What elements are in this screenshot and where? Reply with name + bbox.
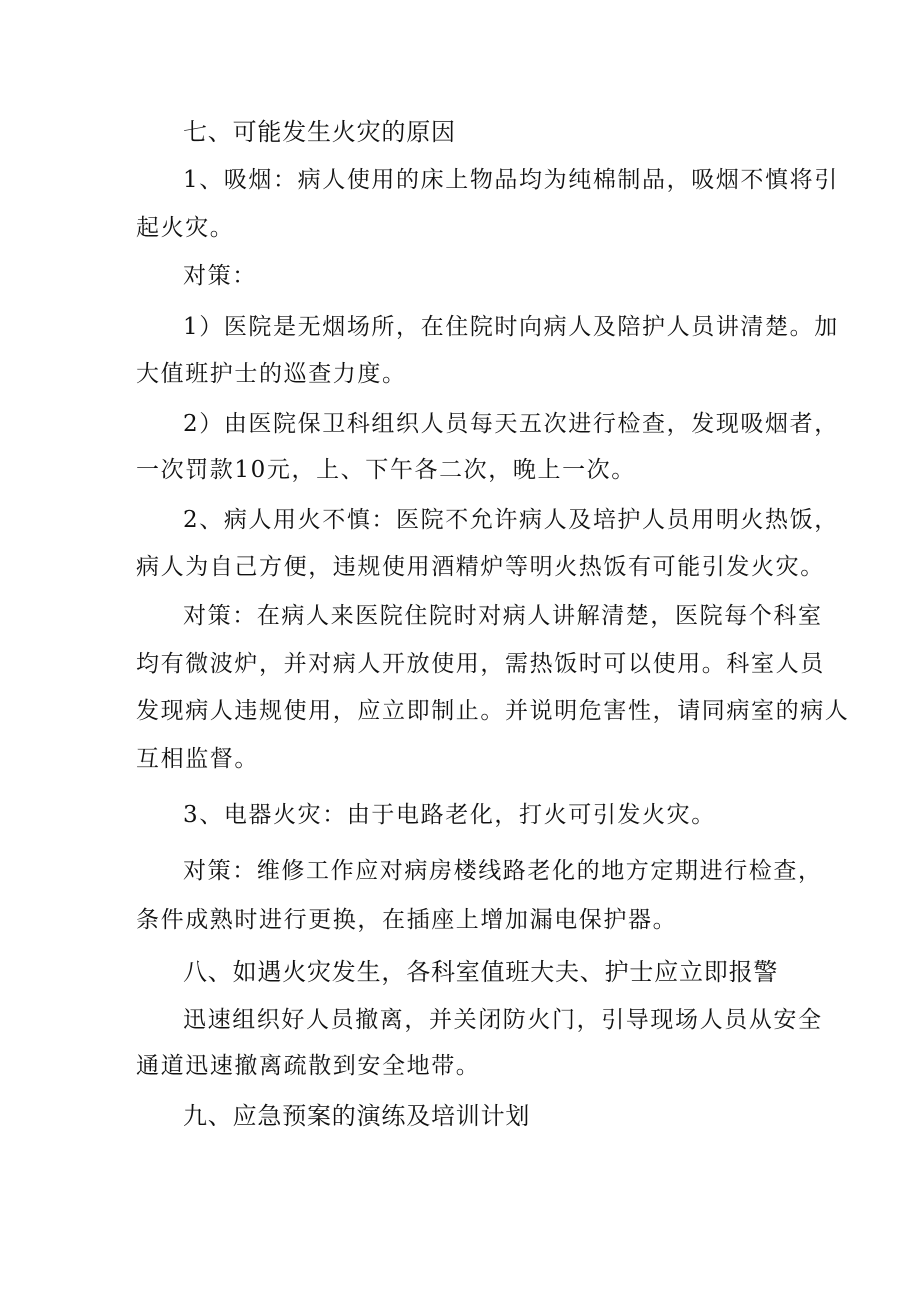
- item-3-text-line-1: 3、电器火灾：由于电路老化，打火可引发火灾。: [183, 802, 716, 828]
- measure-1-line-1: 1）医院是无烟场所，在住院时向病人及陪护人员讲清楚。加: [183, 314, 839, 340]
- measure-1-line-2: 大值班护士的巡查力度。: [136, 361, 407, 387]
- section-8-line-1: 迅速组织好人员撤离，并关闭防火门，引导现场人员从安全: [183, 1007, 823, 1033]
- section-7-heading: 七、可能发生火灾的原因: [183, 118, 456, 146]
- item-2-measures-line-2: 均有微波炉，并对病人开放使用，需热饭时可以使用。科室人员: [136, 651, 825, 677]
- measure-2-line-2: 一次罚款10元，上、下午各二次，晚上一次。: [136, 457, 636, 483]
- item-2-text-line-1: 2、病人用火不慎：医院不允许病人及培护人员用明火热饭，: [183, 507, 839, 533]
- item-3-measures-line-1: 对策：维修工作应对病房楼线路老化的地方定期进行检查，: [183, 858, 823, 884]
- item-2-measures-line-4: 互相监督。: [136, 746, 259, 772]
- item-2-measures-line-1: 对策：在病人来医院住院时对病人讲解清楚，医院每个科室: [183, 603, 823, 629]
- item-2-measures-line-3: 发现病人违规使用，应立即制止。并说明危害性，请同病室的病人: [136, 698, 850, 724]
- item-3-measures-line-2: 条件成熟时进行更换，在插座上增加漏电保护器。: [136, 907, 678, 933]
- measure-2-line-1: 2）由医院保卫科组织人员每天五次进行检查，发现吸烟者，: [183, 411, 839, 437]
- item-2-text-line-2: 病人为自己方便，违规使用酒精炉等明火热饭有可能引发火灾。: [136, 554, 825, 580]
- item-1-text-line-2: 起火灾。: [136, 215, 235, 241]
- section-8-heading: 八、如遇火灾发生，各科室值班大夫、护士应立即报警: [183, 958, 779, 986]
- item-1-text-line-1: 1、吸烟：病人使用的床上物品均为纯棉制品，吸烟不慎将引: [183, 167, 839, 193]
- section-8-line-2: 通道迅速撤离疏散到安全地带。: [136, 1053, 481, 1079]
- section-9-heading: 九、应急预案的演练及培训计划: [183, 1102, 531, 1130]
- item-1-measures-label: 对策：: [183, 263, 257, 289]
